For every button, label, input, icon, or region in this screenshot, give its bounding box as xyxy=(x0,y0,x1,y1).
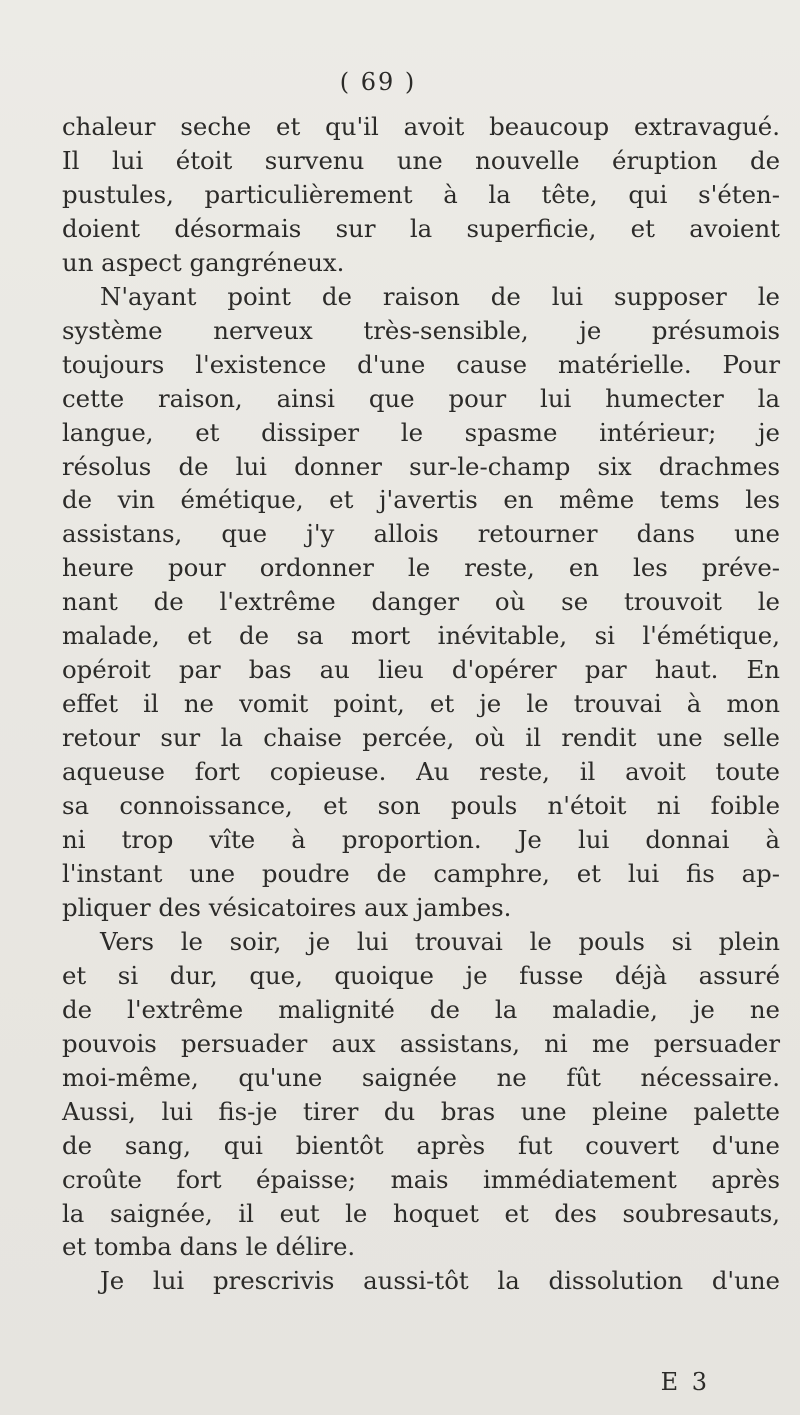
text-line: pouvois persuader aux assistans, ni me persuader xyxy=(62,1028,780,1058)
text-line: retour sur la chaise percée, où il rendit une selle xyxy=(62,723,780,753)
text-line: Aussi, lui fis-je tirer du bras une pleine palette xyxy=(62,1096,780,1126)
text-line: Vers le soir, je lui trouvai le pouls si plein xyxy=(100,926,780,956)
text-line: cette raison, ainsi que pour lui humecter la xyxy=(62,383,780,413)
text-line: croûte fort épaisse; mais immédiatement après xyxy=(62,1164,780,1194)
text-line: langue, et dissiper le spasme intérieur; je xyxy=(62,417,780,447)
text-line: et tomba dans le délire. xyxy=(62,1232,356,1262)
text-line: Il lui étoit survenu une nouvelle éruption de xyxy=(62,145,780,175)
text-line: de l'extrême malignité de la maladie, je ne xyxy=(62,994,780,1024)
text-line: ni trop vîte à proportion. Je lui donnai à xyxy=(62,825,780,855)
body-text xyxy=(62,110,780,1298)
text-line: aqueuse fort copieuse. Au reste, il avoit toute xyxy=(62,757,780,787)
text-line: pustules, particulièrement à la tête, qui s'éten- xyxy=(62,179,780,209)
page-number: ( 69 ) xyxy=(339,68,417,96)
text-line: et si dur, que, quoique je fusse déjà assuré xyxy=(62,960,780,990)
text-line: assistans, que j'y allois retourner dans une xyxy=(62,519,780,549)
text-line: pliquer des vésicatoires aux jambes. xyxy=(62,892,512,922)
text-line: résolus de lui donner sur-le-champ six drachmes xyxy=(62,451,780,481)
text-line: nant de l'extrême danger où se trouvoit le xyxy=(62,587,780,617)
text-line: heure pour ordonner le reste, en les préve- xyxy=(62,553,780,583)
text-line: chaleur seche et qu'il avoit beaucoup extravagué. xyxy=(62,112,780,141)
text-line: N'ayant point de raison de lui supposer le xyxy=(100,281,780,311)
text-line: opéroit par bas au lieu d'opérer par haut. En xyxy=(62,655,780,685)
text-line: doient désormais sur la superficie, et avoient xyxy=(62,213,780,243)
text-line: un aspect gangréneux. xyxy=(62,247,345,277)
text-line: moi-même, qu'une saignée ne fût nécessaire. xyxy=(62,1062,780,1092)
text-line: de vin émétique, et j'avertis en même tems les xyxy=(62,485,780,515)
catchword-signature: E 3 xyxy=(660,1368,710,1396)
text-line: Je lui prescrivis aussi-tôt la dissolution d'une xyxy=(100,1266,780,1296)
text-line: sa connoissance, et son pouls n'étoit ni foible xyxy=(62,791,780,821)
text-line: la saignée, il eut le hoquet et des soubresauts, xyxy=(62,1198,780,1228)
text-line: système nerveux très-sensible, je présumois xyxy=(62,315,780,345)
text-line: de sang, qui bientôt après fut couvert d'une xyxy=(62,1130,780,1160)
text-line: effet il ne vomit point, et je le trouvai à mon xyxy=(62,689,780,719)
text-line: toujours l'existence d'une cause matérielle. Pour xyxy=(62,349,780,379)
text-line: malade, et de sa mort inévitable, si l'émétique, xyxy=(62,621,780,651)
text-line: l'instant une poudre de camphre, et lui fis ap- xyxy=(62,858,780,888)
